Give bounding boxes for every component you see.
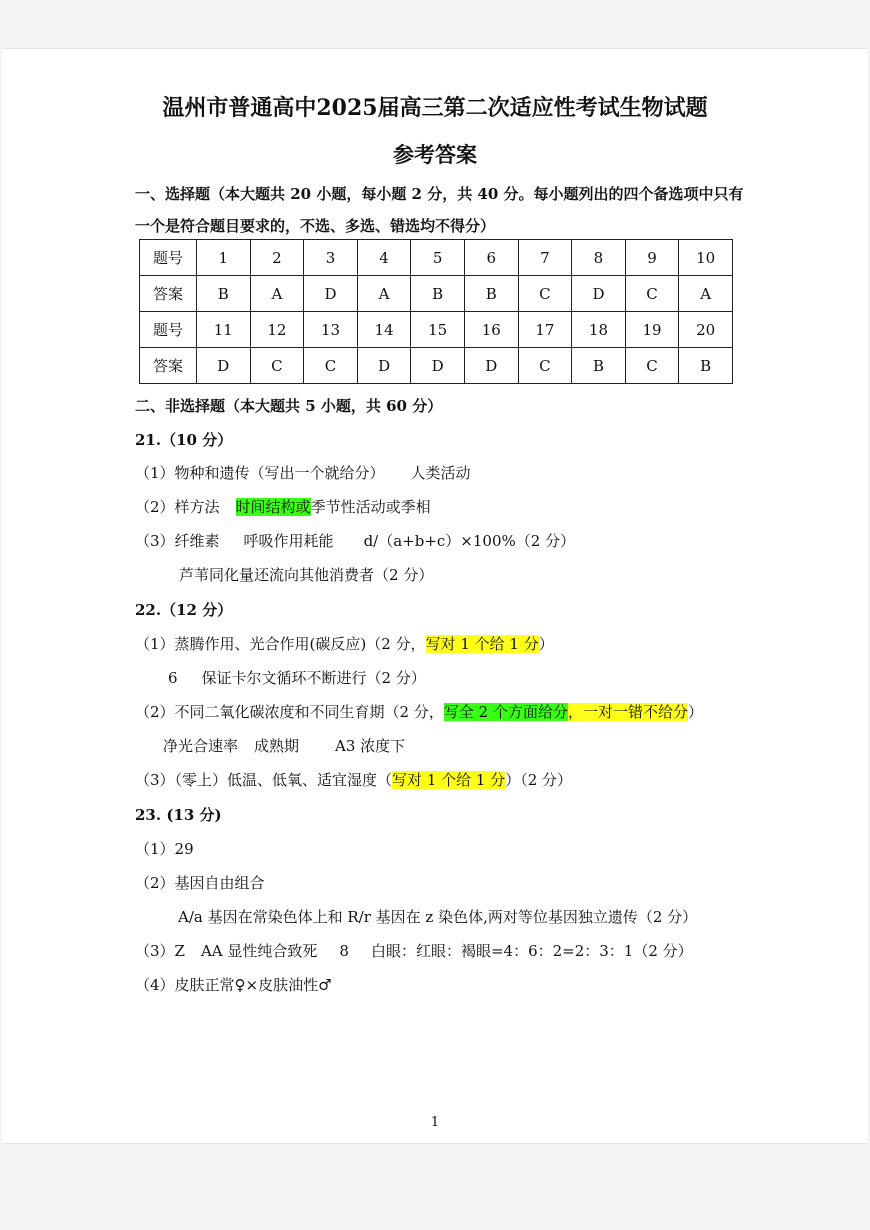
answer-cell: A	[357, 276, 411, 312]
answer-cell: C	[250, 348, 304, 384]
answer-cell: C	[518, 276, 572, 312]
q23-line4-b: AA 显性纯合致死	[200, 942, 318, 960]
question-number-cell: 11	[197, 312, 251, 348]
answer-cell: D	[411, 348, 465, 384]
question-number-cell: 3	[304, 240, 358, 276]
page-number: 1	[430, 1115, 440, 1130]
q23-line4	[135, 940, 693, 961]
q23-line4-d: 白眼：红眼：褐眼=4：6：2=2：3：1（2 分）	[370, 942, 693, 960]
question-number-cell: 18	[572, 312, 626, 348]
row-label-question: 题号	[140, 312, 197, 348]
q22-line5-a: （3）（零上）低温、低氧、适宜湿度（	[135, 771, 393, 789]
question-number-cell: 10	[679, 240, 733, 276]
q21-line1	[135, 462, 471, 483]
question-number-cell: 7	[518, 240, 572, 276]
answer-cell: B	[464, 276, 518, 312]
question-number-cell: 6	[464, 240, 518, 276]
answer-cell: C	[625, 276, 679, 312]
q21-line4: 芦苇同化量还流向其他消费者（2 分）	[179, 566, 434, 584]
q23-line2: （2）基因自由组合	[135, 874, 265, 892]
answer-cell: C	[625, 348, 679, 384]
q22-line4-b: 成熟期	[254, 737, 300, 755]
q23-line4-c: 8	[339, 942, 349, 960]
answer-cell: D	[304, 276, 358, 312]
q22-line3-highlight-green: 写全 2 个方面给分	[443, 703, 568, 721]
q22-line3	[135, 701, 703, 722]
q21-line3-b: 呼吸作用耗能	[243, 532, 334, 550]
question-number-cell: 8	[572, 240, 626, 276]
q22-line5-highlight: 写对 1 个给 1 分	[392, 771, 506, 789]
q21-line3-a: （3）纤维素	[135, 532, 220, 550]
answer-cell: D	[197, 348, 251, 384]
answer-cell: B	[679, 348, 733, 384]
question-number-cell: 15	[411, 312, 465, 348]
q21-line2-a: （2）样方法	[135, 498, 220, 516]
section1-heading-line2: 一个是符合题目要求的，不选、多选、错选均不得分）	[135, 217, 496, 235]
q22-line3-b: ）	[687, 703, 703, 721]
answer-cell: A	[250, 276, 304, 312]
section2-heading: 二、非选择题（本大题共 5 小题，共 60 分）	[135, 397, 443, 415]
answer-cell: D	[572, 276, 626, 312]
q22-line1-b: ）	[538, 635, 554, 653]
question-number-cell: 13	[304, 312, 358, 348]
question-number-cell: 2	[250, 240, 304, 276]
q22-line1	[135, 633, 554, 654]
table-row-answers	[140, 348, 733, 384]
q22-line2-b: 保证卡尔文循环不断进行（2 分）	[201, 669, 426, 687]
answer-cell: A	[679, 276, 733, 312]
q21-heading: 21.（10 分）	[135, 431, 233, 449]
q23-line1: （1）29	[135, 840, 194, 858]
q22-heading: 22.（12 分）	[135, 601, 233, 619]
answer-cell: B	[572, 348, 626, 384]
answer-cell: B	[411, 276, 465, 312]
q22-line3-a: （2）不同二氧化碳浓度和不同生育期（2 分，	[135, 703, 444, 721]
answer-cell: B	[197, 276, 251, 312]
row-label-answer: 答案	[140, 348, 197, 384]
table-row-answers	[140, 276, 733, 312]
q21-line3-c: d/（a+b+c）×100%（2 分）	[363, 532, 576, 550]
q21-line2-b: 季节性活动或季相	[310, 498, 431, 516]
page-subtitle: 参考答案	[393, 142, 477, 167]
answer-cell: D	[357, 348, 411, 384]
q23-line4-a: （3）Z	[135, 942, 185, 960]
question-number-cell: 1	[197, 240, 251, 276]
answer-table	[139, 239, 733, 384]
question-number-cell: 16	[464, 312, 518, 348]
table-row-question-numbers	[140, 312, 733, 348]
section1-heading-line1: 一、选择题（本大题共 20 小题，每小题 2 分，共 40 分。每小题列出的四个备选项中只有	[135, 185, 744, 203]
q23-heading: 23. (13 分)	[135, 806, 222, 824]
question-number-cell: 12	[250, 312, 304, 348]
q22-line5-b: ）（2 分）	[505, 771, 573, 789]
question-number-cell: 20	[679, 312, 733, 348]
answer-cell: C	[304, 348, 358, 384]
question-number-cell: 5	[411, 240, 465, 276]
question-number-cell: 14	[357, 312, 411, 348]
q22-line4-c: A3 浓度下	[335, 737, 406, 755]
q21-line1-a: （1）物种和遗传（写出一个就给分）	[135, 464, 385, 482]
table-row-question-numbers	[140, 240, 733, 276]
q21-line1-b: 人类活动	[410, 464, 471, 482]
q21-line2	[135, 496, 431, 517]
q22-line1-highlight: 写对 1 个给 1 分	[425, 635, 539, 653]
q23-line3: A/a 基因在常染色体上和 R/r 基因在 z 染色体,两对等位基因独立遗传（2 分）	[178, 908, 698, 926]
q22-line4	[163, 735, 405, 756]
page-title: 温州市普通高中2025届高三第二次适应性考试生物试题	[162, 95, 708, 121]
row-label-answer: 答案	[140, 276, 197, 312]
question-number-cell: 4	[357, 240, 411, 276]
answer-cell: D	[464, 348, 518, 384]
q23-line5: （4）皮肤正常♀×皮肤油性♂	[135, 976, 332, 994]
row-label-question: 题号	[140, 240, 197, 276]
q22-line1-a: （1）蒸腾作用、光合作用(碳反应)（2 分，	[135, 635, 426, 653]
document-page	[2, 48, 868, 1144]
q22-line3-highlight-yellow: ，一对一错不给分	[567, 703, 688, 721]
question-number-cell: 9	[625, 240, 679, 276]
q21-line3	[135, 530, 575, 551]
q22-line5	[135, 769, 572, 790]
q22-line2	[168, 667, 426, 688]
answer-cell: C	[518, 348, 572, 384]
q22-line2-a: 6	[168, 669, 178, 687]
q21-line2-highlight: 时间结构或	[235, 498, 311, 516]
question-number-cell: 19	[625, 312, 679, 348]
q22-line4-a: 净光合速率	[163, 737, 239, 755]
question-number-cell: 17	[518, 312, 572, 348]
